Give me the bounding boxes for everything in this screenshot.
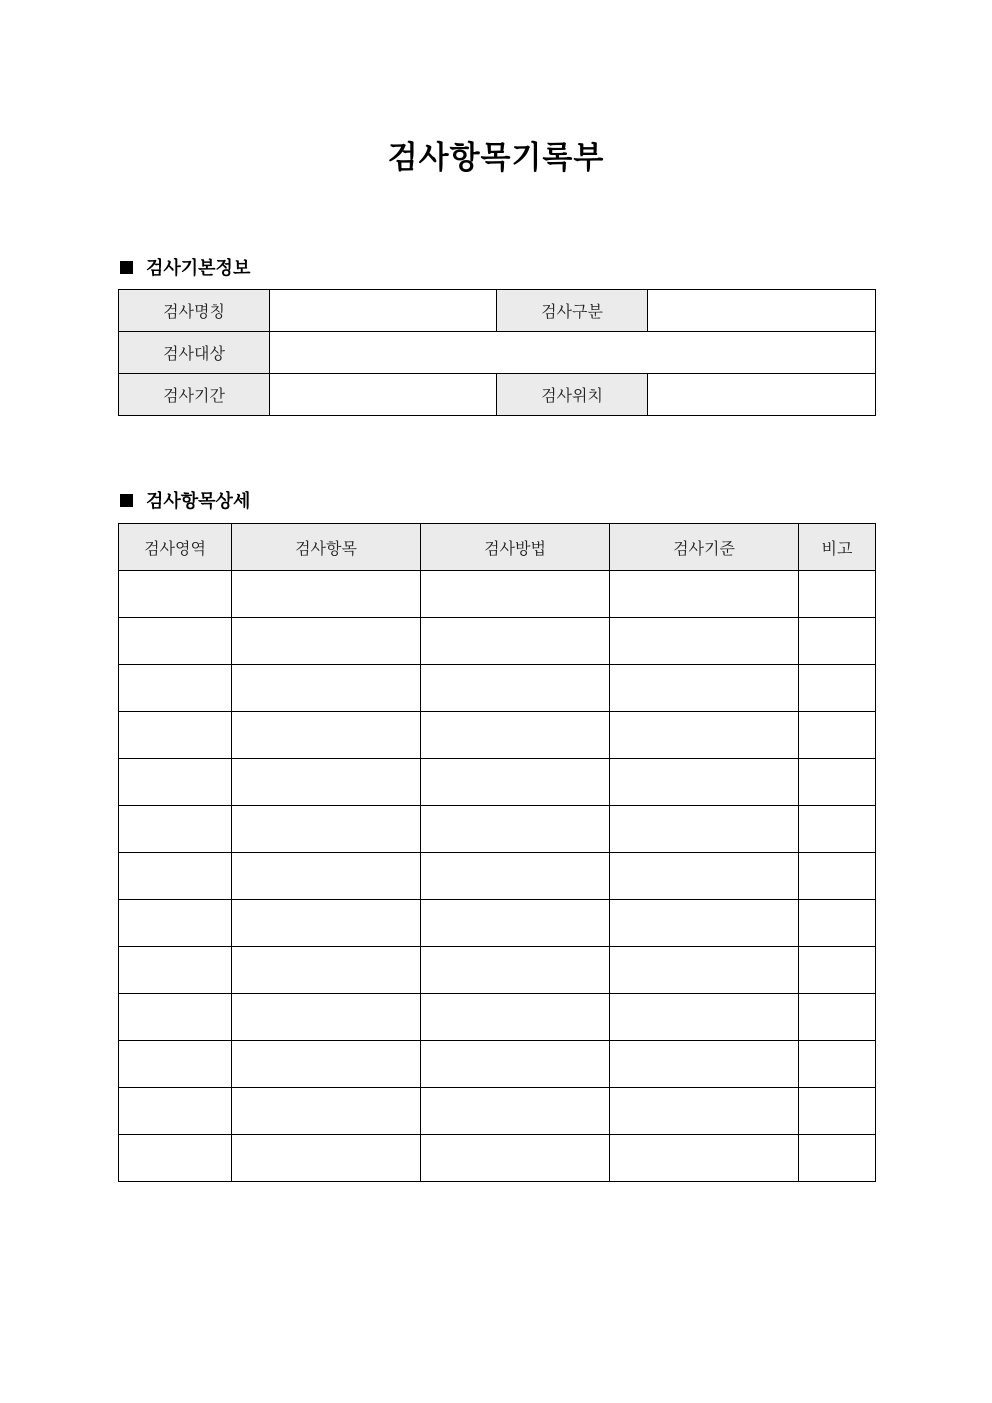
cell-method[interactable] bbox=[421, 618, 610, 665]
cell-item[interactable] bbox=[232, 1135, 421, 1182]
cell-criteria[interactable] bbox=[610, 853, 799, 900]
column-header-criteria: 검사기준 bbox=[610, 524, 799, 571]
cell-method[interactable] bbox=[421, 994, 610, 1041]
cell-item[interactable] bbox=[232, 1088, 421, 1135]
cell-criteria[interactable] bbox=[610, 1041, 799, 1088]
column-header-item: 검사항목 bbox=[232, 524, 421, 571]
field-inspection-location[interactable] bbox=[648, 374, 876, 416]
cell-item[interactable] bbox=[232, 900, 421, 947]
cell-remarks[interactable] bbox=[799, 571, 876, 618]
cell-area[interactable] bbox=[119, 1041, 232, 1088]
table-row bbox=[119, 290, 876, 332]
table-row bbox=[119, 374, 876, 416]
table-row bbox=[119, 806, 876, 853]
table-row bbox=[119, 665, 876, 712]
table-header-row bbox=[119, 524, 876, 571]
table-row bbox=[119, 994, 876, 1041]
cell-area[interactable] bbox=[119, 1088, 232, 1135]
cell-method[interactable] bbox=[421, 665, 610, 712]
cell-method[interactable] bbox=[421, 1088, 610, 1135]
cell-remarks[interactable] bbox=[799, 1041, 876, 1088]
column-header-area: 검사영역 bbox=[119, 524, 232, 571]
cell-method[interactable] bbox=[421, 571, 610, 618]
details-heading-text: 검사항목상세 bbox=[146, 491, 251, 512]
cell-method[interactable] bbox=[421, 853, 610, 900]
table-row bbox=[119, 900, 876, 947]
cell-method[interactable] bbox=[421, 900, 610, 947]
cell-method[interactable] bbox=[421, 806, 610, 853]
cell-area[interactable] bbox=[119, 806, 232, 853]
cell-criteria[interactable] bbox=[610, 994, 799, 1041]
cell-remarks[interactable] bbox=[799, 712, 876, 759]
cell-remarks[interactable] bbox=[799, 618, 876, 665]
cell-criteria[interactable] bbox=[610, 665, 799, 712]
cell-criteria[interactable] bbox=[610, 712, 799, 759]
cell-remarks[interactable] bbox=[799, 947, 876, 994]
table-row bbox=[119, 712, 876, 759]
label-inspection-period: 검사기간 bbox=[119, 374, 270, 416]
label-inspection-location: 검사위치 bbox=[497, 374, 648, 416]
cell-criteria[interactable] bbox=[610, 759, 799, 806]
cell-area[interactable] bbox=[119, 571, 232, 618]
cell-area[interactable] bbox=[119, 1135, 232, 1182]
cell-remarks[interactable] bbox=[799, 994, 876, 1041]
cell-remarks[interactable] bbox=[799, 900, 876, 947]
cell-item[interactable] bbox=[232, 994, 421, 1041]
basic-info-heading-text: 검사기본정보 bbox=[146, 258, 251, 279]
basic-info-table bbox=[118, 289, 876, 416]
basic-info-heading bbox=[120, 254, 250, 280]
details-table bbox=[118, 523, 876, 1182]
cell-item[interactable] bbox=[232, 806, 421, 853]
cell-criteria[interactable] bbox=[610, 1135, 799, 1182]
cell-method[interactable] bbox=[421, 1041, 610, 1088]
cell-remarks[interactable] bbox=[799, 1088, 876, 1135]
table-row bbox=[119, 947, 876, 994]
cell-remarks[interactable] bbox=[799, 806, 876, 853]
cell-criteria[interactable] bbox=[610, 900, 799, 947]
cell-area[interactable] bbox=[119, 665, 232, 712]
cell-area[interactable] bbox=[119, 900, 232, 947]
cell-area[interactable] bbox=[119, 759, 232, 806]
cell-item[interactable] bbox=[232, 665, 421, 712]
cell-criteria[interactable] bbox=[610, 618, 799, 665]
cell-method[interactable] bbox=[421, 712, 610, 759]
label-inspection-target: 검사대상 bbox=[119, 332, 270, 374]
cell-item[interactable] bbox=[232, 1041, 421, 1088]
cell-remarks[interactable] bbox=[799, 853, 876, 900]
cell-method[interactable] bbox=[421, 1135, 610, 1182]
cell-criteria[interactable] bbox=[610, 947, 799, 994]
cell-area[interactable] bbox=[119, 994, 232, 1041]
cell-area[interactable] bbox=[119, 618, 232, 665]
cell-area[interactable] bbox=[119, 712, 232, 759]
cell-criteria[interactable] bbox=[610, 806, 799, 853]
cell-item[interactable] bbox=[232, 759, 421, 806]
table-row bbox=[119, 1135, 876, 1182]
label-inspection-name: 검사명칭 bbox=[119, 290, 270, 332]
cell-remarks[interactable] bbox=[799, 1135, 876, 1182]
cell-item[interactable] bbox=[232, 618, 421, 665]
cell-criteria[interactable] bbox=[610, 1088, 799, 1135]
label-inspection-category: 검사구분 bbox=[497, 290, 648, 332]
cell-method[interactable] bbox=[421, 947, 610, 994]
cell-remarks[interactable] bbox=[799, 759, 876, 806]
table-row bbox=[119, 853, 876, 900]
square-bullet-icon bbox=[120, 494, 133, 507]
field-inspection-target[interactable] bbox=[270, 332, 876, 374]
table-row bbox=[119, 1041, 876, 1088]
column-header-method: 검사방법 bbox=[421, 524, 610, 571]
cell-item[interactable] bbox=[232, 947, 421, 994]
details-heading bbox=[120, 487, 250, 513]
cell-remarks[interactable] bbox=[799, 665, 876, 712]
document-title: 검사항목기록부 bbox=[387, 140, 605, 176]
cell-method[interactable] bbox=[421, 759, 610, 806]
table-row bbox=[119, 571, 876, 618]
cell-area[interactable] bbox=[119, 947, 232, 994]
field-inspection-period[interactable] bbox=[270, 374, 497, 416]
table-row bbox=[119, 1088, 876, 1135]
square-bullet-icon bbox=[120, 261, 133, 274]
table-row bbox=[119, 618, 876, 665]
cell-item[interactable] bbox=[232, 853, 421, 900]
cell-item[interactable] bbox=[232, 712, 421, 759]
table-row bbox=[119, 332, 876, 374]
field-inspection-category[interactable] bbox=[648, 290, 876, 332]
details-body bbox=[119, 571, 876, 1182]
cell-criteria[interactable] bbox=[610, 571, 799, 618]
column-header-remarks: 비고 bbox=[799, 524, 876, 571]
cell-area[interactable] bbox=[119, 853, 232, 900]
cell-item[interactable] bbox=[232, 571, 421, 618]
table-row bbox=[119, 759, 876, 806]
field-inspection-name[interactable] bbox=[270, 290, 497, 332]
